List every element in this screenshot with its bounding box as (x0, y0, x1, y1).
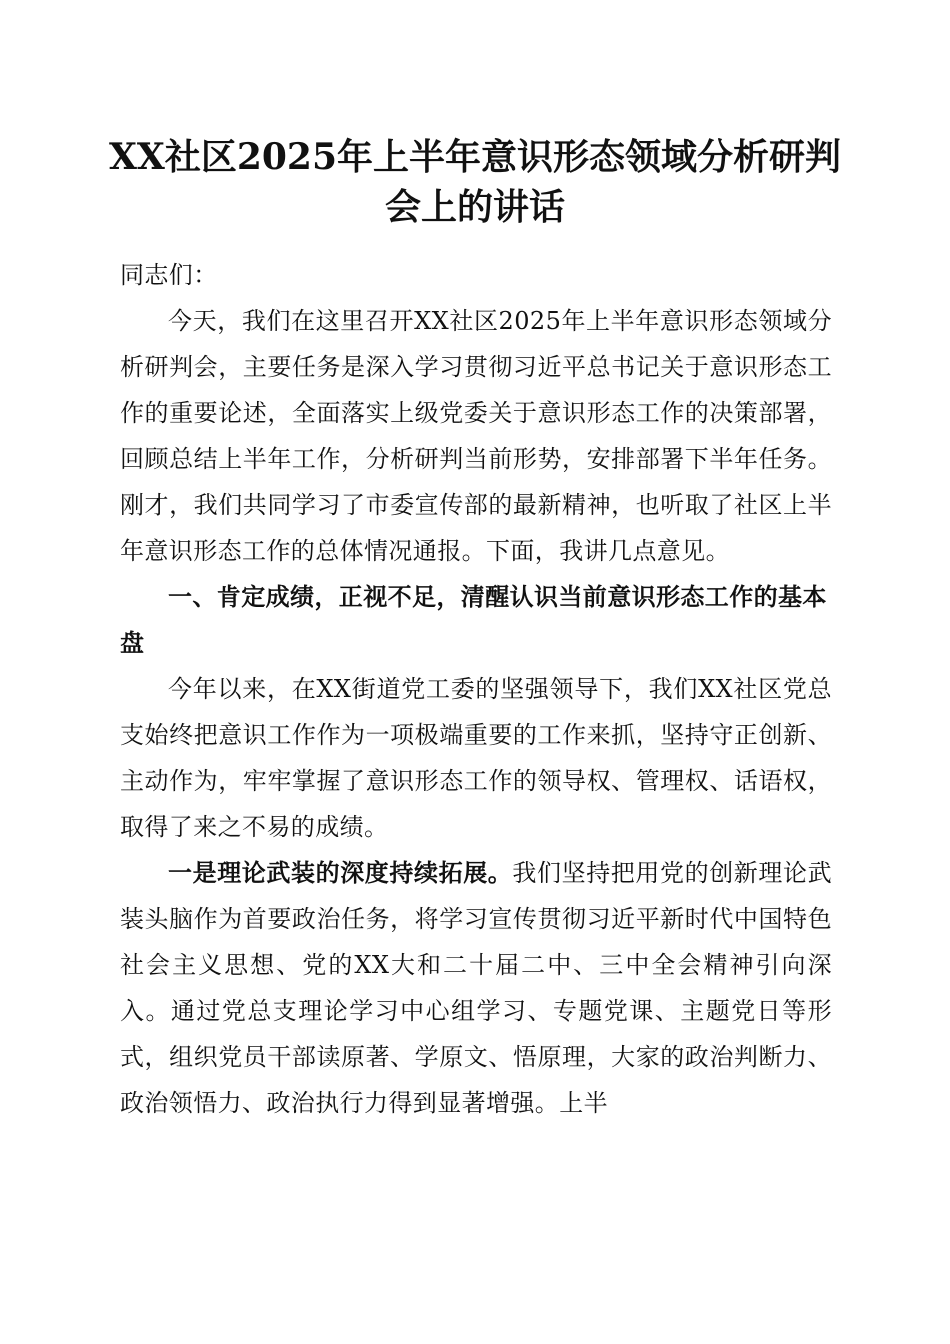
title-line-1: XX社区2025年上半年意识形态领域分析研判 (108, 136, 842, 178)
point-1-text: 我们坚持把用党的创新理论武装头脑作为首要政治任务，将学习宣传贯彻习近平新时代中国特色社会主义思想、党的XX大和二十届二中、三中全会精神引向深入。通过党总支理论学习中心组学习、专题党课、主题党日等形式，组织党员干部读原著、学原文、悟原理，大家的政治判断力、政治领悟力、政治执行力得到显著增强。上半 (120, 859, 832, 1117)
section-heading-1: 一、肯定成绩，正视不足，清醒认识当前意识形态工作的基本盘 (120, 583, 827, 657)
salutation: 同志们： (120, 261, 218, 289)
section-1-paragraph: 今年以来，在XX街道党工委的坚强领导下，我们XX社区党总支始终把意识工作作为一项极端重要的工作来抓，坚持守正创新、主动作为，牢牢掌握了意识形态工作的领导权、管理权、话语权，取得了来之不易的成绩。 (120, 675, 832, 841)
title-line-2: 会上的讲话 (384, 186, 565, 228)
point-1-lead: 一是理论武装的深度持续拓展。 (168, 858, 513, 887)
document-body (120, 252, 832, 1126)
intro-paragraph: 今天，我们在这里召开XX社区2025年上半年意识形态领域分析研判会，主要任务是深入学习贯彻习近平总书记关于意识形态工作的重要论述，全面落实上级党委关于意识形态工作的决策部署，回顾总结上半年工作，分析研判当前形势，安排部署下半年任务。刚才，我们共同学习了市委宣传部的最新精神，也听取了社区上半年意识形态工作的总体情况通报。下面，我讲几点意见。 (120, 307, 832, 565)
point-1-paragraph (120, 850, 832, 1126)
document-title (100, 132, 850, 232)
